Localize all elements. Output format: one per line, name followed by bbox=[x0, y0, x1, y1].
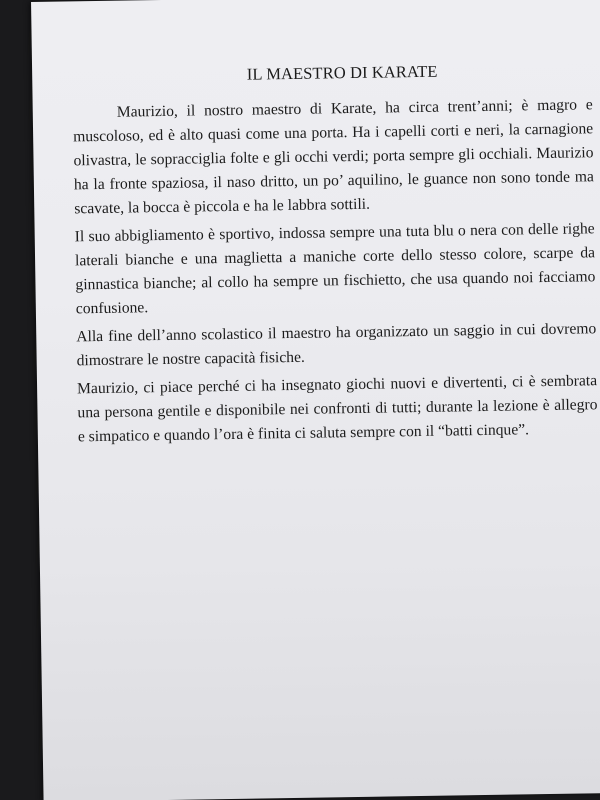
paragraph-clothing: Il suo abbigliamento è sportivo, indossa sempre una tuta blu o nera con delle righe laterali bianche e una maglietta a maniche corte dello stesso colore, scarpe da ginnastica bianche; al collo ha sempre un fischietto, che usa quando noi facciamo confusione. bbox=[74, 220, 596, 318]
paragraph-school-year: Alla fine dell’anno scolastico il maestro ha organizzato un saggio in cui dovremo dimostrare le nostre capacità fisiche. bbox=[76, 320, 597, 370]
paragraph-opinion: Maurizio, ci piace perché ci ha insegnato giochi nuovi e divertenti, ci è sembrata una persona gentile e disponibile nei confronti di tutti; durante la lezione è allegro e simpatico e quando l’ora è finita ci saluta sempre con il “batti cinque”. bbox=[76, 372, 598, 446]
document-title: IL MAESTRO DI KARATE bbox=[246, 61, 438, 84]
paper-sheet bbox=[31, 0, 600, 800]
document-body bbox=[73, 93, 598, 449]
paragraph-description: Maurizio, il nostro maestro di Karate, ha circa trent’anni; è magro e muscoloso, ed è alto quasi come una porta. Ha i capelli corti e neri, la carnagione olivastra, le sopracciglia folte e gli occhi verdi; porta sempre gli occhiali. Maurizio ha la fronte spaziosa, il naso dritto, un po’ aquilino, le guance non sono tonde ma scavate, la bocca è piccola e ha le labbra sottili. bbox=[73, 96, 594, 218]
